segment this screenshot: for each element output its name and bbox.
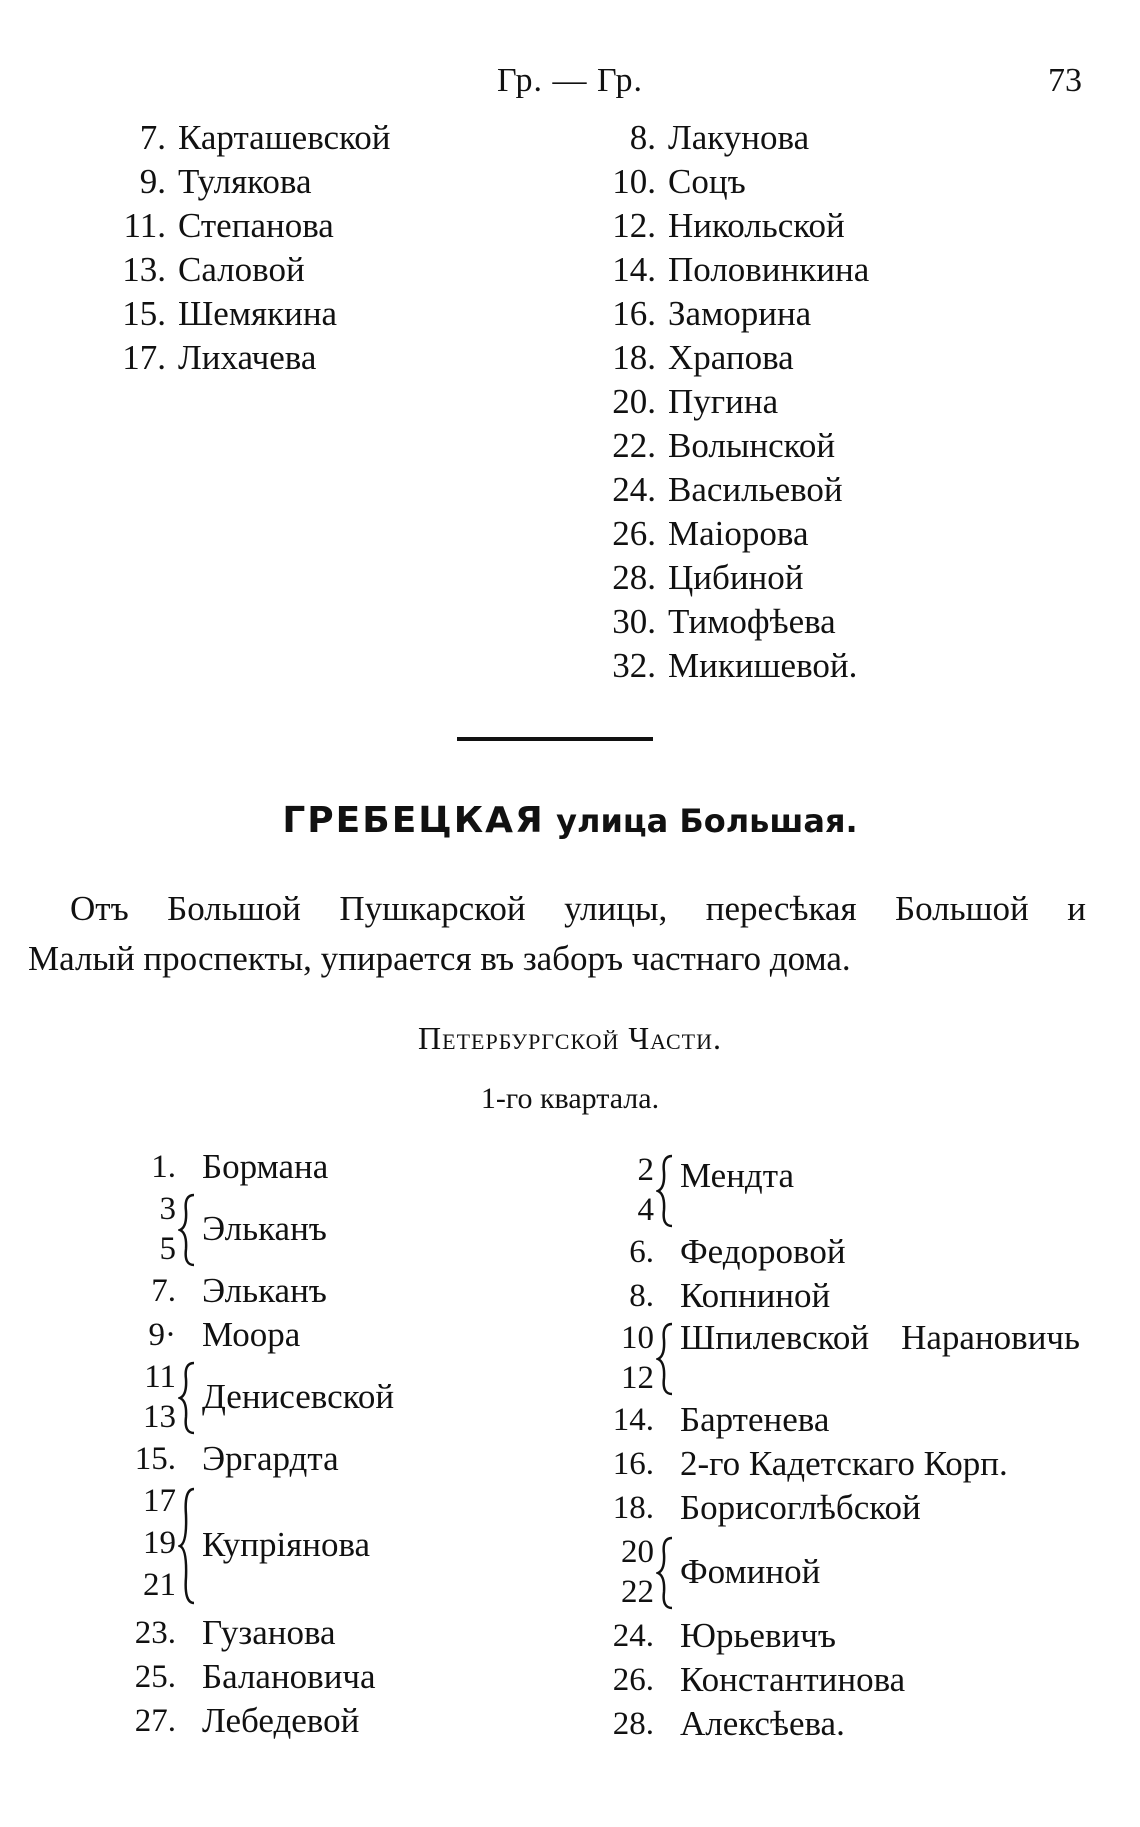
part-heading: Петербургской Части.: [418, 1020, 722, 1056]
quarter-heading: 1-го квартала.: [480, 1082, 660, 1115]
list-item: 17 19 21 Купрiянова: [143, 1483, 371, 1603]
list-item: 26. Константинова: [612, 1660, 906, 1699]
section-divider: [457, 737, 653, 741]
top-list-left: [92, 116, 492, 380]
list-item: 6. Федоровой: [629, 1232, 846, 1271]
list-item: 11. Степанова: [123, 206, 334, 245]
brace-icon: [178, 1487, 198, 1605]
bottom-list-right: [594, 1150, 1104, 1746]
list-item: 13. Саловой: [122, 250, 305, 289]
list-item: 10 12 Шпилевской Нарановичь: [621, 1318, 1080, 1396]
list-item: 17. Лихачева: [122, 338, 317, 377]
list-item: 18. Храпова: [612, 338, 794, 377]
list-item: 8. Лакунова: [629, 118, 810, 157]
list-item: 24. Васильевой: [612, 470, 843, 509]
street-type: улица Большая.: [556, 802, 858, 840]
brace-icon: [656, 1536, 676, 1610]
list-item: 7. Карташевской: [139, 118, 391, 157]
list-item: 12. Никольской: [612, 206, 845, 245]
street-name: ГРЕБЕЦКАЯ: [282, 800, 545, 841]
running-title: Гр. — Гр.: [496, 62, 644, 99]
list-item: 8. Копниной: [629, 1276, 831, 1315]
description-line-1: Отъ Большой Пушкарской улицы, пересѣкая Большой и: [70, 889, 1086, 928]
list-item: 25. Балановича: [134, 1657, 376, 1696]
list-item: 22. Волынской: [612, 426, 836, 465]
list-item: 30. Тимофѣева: [612, 602, 836, 641]
list-item: 27. Лебедевой: [134, 1701, 360, 1740]
list-item: 20 22 Фоминой: [621, 1534, 821, 1610]
list-item: 14. Половинкина: [612, 250, 870, 289]
bottom-list-left: [116, 1145, 576, 1743]
list-item: 1. Бормана: [151, 1147, 329, 1186]
list-item: 10. Соцъ: [612, 162, 746, 201]
list-item: 24. Юрьевичъ: [612, 1616, 836, 1655]
list-item: 32. Микишевой.: [612, 646, 858, 685]
list-item: 2 4 Мендта: [637, 1152, 794, 1228]
list-item: 15. Эргардта: [134, 1439, 339, 1478]
list-item: 9. Тулякова: [139, 162, 312, 201]
list-item: 11 13 Денисевской: [143, 1359, 395, 1435]
list-item: 16. Заморина: [612, 294, 812, 333]
list-item: 28. Цибиной: [612, 558, 804, 597]
list-item: 7. Эльканъ: [151, 1271, 327, 1310]
brace-icon: [656, 1322, 676, 1396]
brace-icon: [656, 1154, 676, 1228]
brace-icon: [178, 1193, 198, 1267]
list-item: 9· Моора: [148, 1315, 301, 1354]
brace-icon: [178, 1361, 198, 1435]
list-item: 16. 2-го Кадетскаго Корп.: [612, 1444, 1008, 1483]
list-item: 15. Шемякина: [122, 294, 338, 333]
list-item: 28. Алексѣева.: [612, 1704, 845, 1743]
list-item: 14. Бартенева: [612, 1400, 830, 1439]
list-item: 3 5 Эльканъ: [159, 1191, 327, 1267]
list-item: 20. Пугина: [612, 382, 779, 421]
description-line-2: Малый проспекты, упирается въ заборъ частнаго дома.: [28, 939, 851, 978]
page-number: 73: [1048, 62, 1082, 99]
top-list-right: [582, 116, 982, 688]
list-item: 26. Маiорова: [612, 514, 809, 553]
list-item: 23. Гузанова: [134, 1613, 336, 1652]
list-item: 18. Борисоглѣбской: [612, 1488, 921, 1527]
street-heading: [0, 800, 1140, 841]
street-description: [28, 884, 1086, 984]
